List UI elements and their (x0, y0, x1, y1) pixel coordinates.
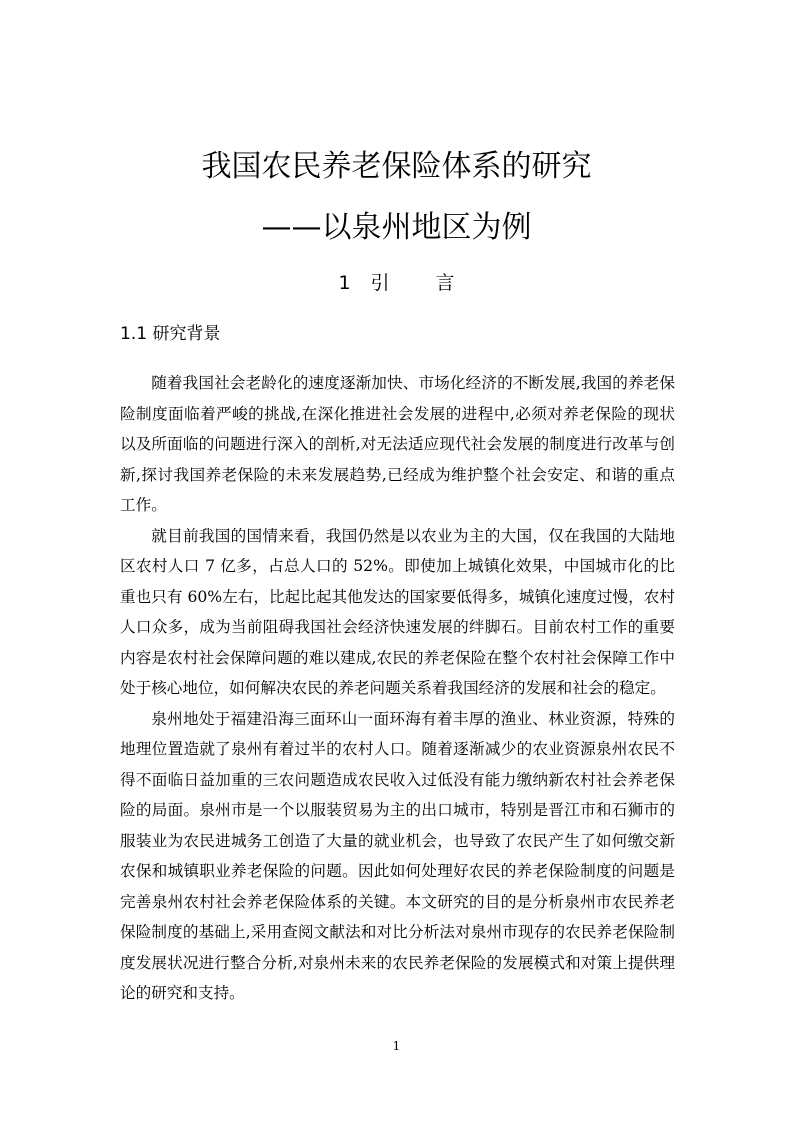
chapter-title-char-2: 言 (435, 272, 455, 294)
paragraph: 就目前我国的国情来看，我国仍然是以农业为主的大国，仅在我国的大陆地区农村人口 7 亿多，占总人口的 52%。即使加上城镇化效果，中国城市化的比重也只有 60%左右，比起比起其他发达的国家要低得多，城镇化速度过慢，农村人口众多，成为当前阻碍我国社会经济快速发展的绊脚石。目前农村工作的重要内容是农村社会保障问题的难以建成,农民的养老保险在整个农村社会保障工作中处于核心地位，如何解决农民的养老问题关系着我国经济的发展和社会的稳定。 (120, 526, 675, 697)
paragraph: 随着我国社会老龄化的速度逐渐加快、市场化经济的不断发展,我国的养老保险制度面临着严峻的挑战,在深化推进社会发展的进程中,必须对养老保险的现状以及所面临的问题进行深入的剖析,对无法适应现代社会发展的制度进行改革与创新,探讨我国养老保险的未来发展趋势,已经成为维护整个社会安定、和谐的重点工作。 (120, 374, 675, 514)
chapter-heading (0, 268, 793, 298)
chapter-title-char-1: 引 (370, 272, 390, 294)
paragraph: 泉州地处于福建沿海三面环山一面环海有着丰厚的渔业、林业资源，特殊的地理位置造就了泉州有着过半的农村人口。随着逐渐减少的农业资源泉州农民不得不面临日益加重的三农问题造成农民收入过低没有能力缴纳新农村社会养老保险的局面。泉州市是一个以服装贸易为主的出口城市，特别是晋江市和石狮市的服装业为农民进城务工创造了大量的就业机会，也导致了农民产生了如何缴交新农保和城镇职业养老保险的问题。因此如何处理好农民的养老保险制度的问题是完善泉州农村社会养老保险体系的关键。本文研究的目的是分析泉州市农民养老保险制度的基础上,采用查阅文献法和对比分析法对泉州市现存的农民养老保险制度发展状况进行整合分析,对泉州未来的农民养老保险的发展模式和对策上提供理论的研究和支持。 (120, 709, 675, 1002)
section-heading: 1.1 研究背景 (120, 324, 221, 344)
document-subtitle: ——以泉州地区为例 (261, 210, 532, 245)
document-title: 我国农民养老保险体系的研究 (201, 149, 592, 184)
chapter-number: 1 (338, 272, 351, 294)
body-text (120, 368, 675, 1009)
page-number: 1 (392, 1039, 401, 1053)
